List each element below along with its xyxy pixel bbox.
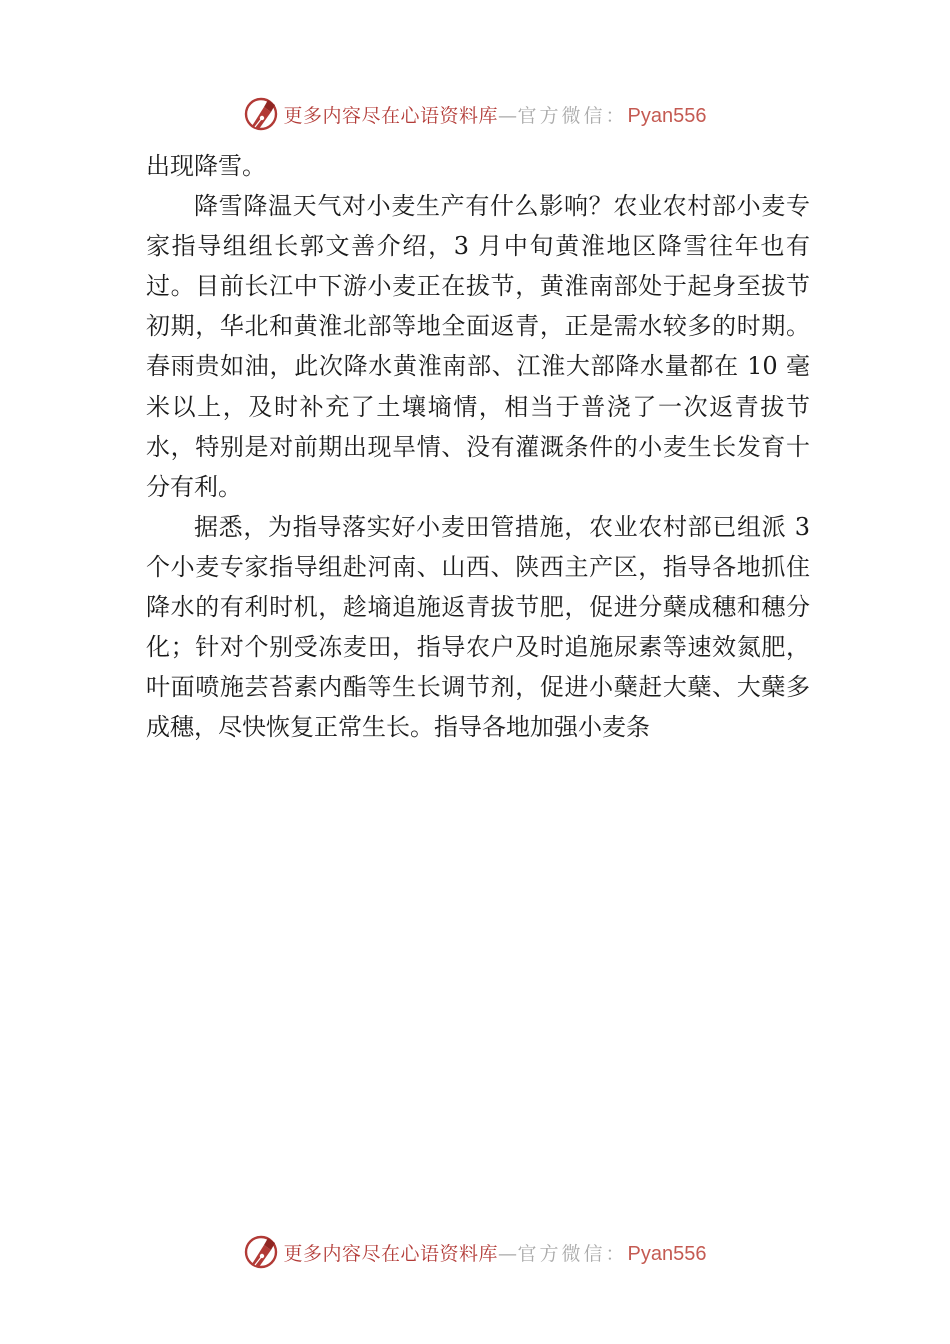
- pen-nib-logo-icon: [244, 96, 280, 132]
- paragraph-snow-impact: 降雪降温天气对小麦生产有什么影响？农业农村部小麦专家指导组组长郭文善介绍，3 月中旬黄淮地区降雪往年也有过。目前长江中下游小麦正在拔节，黄淮南部处于起身至拔节初期，华北和黄淮北部等地全面返青，正是需水较多的时期。春雨贵如油，此次降水黄淮南部、江淮大部降水量都在 10 毫米以上，及时补充了土壤墒情，相当于普浇了一次返青拔节水，特别是对前期出现旱情、没有灌溉条件的小麦生长发育十分有利。: [146, 192, 810, 501]
- paragraph-expert-guidance: 据悉，为指导落实好小麦田管措施，农业农村部已组派 3 个小麦专家指导组赴河南、山西、陕西主产区，指导各地抓住降水的有利时机，趁墒追施返青拔节肥，促进分蘖成穗和穗分化；针对个别受冻麦田，指导农户及时追施尿素等速效氮肥，叶面喷施芸苔素内酯等生长调节剂，促进小蘖赶大蘖、大蘖多成穗，尽快恢复正常生长。指导各地加强小麦条: [146, 512, 810, 742]
- header-banner-title: 更多内容尽在心语资料库: [283, 104, 499, 127]
- header-banner-separator: —: [498, 104, 518, 127]
- footer-banner-separator: —: [498, 1242, 518, 1265]
- header-banner-text: [284, 101, 707, 128]
- footer-banner-title: 更多内容尽在心语资料库: [283, 1242, 499, 1265]
- footer-wechat-id: Pyan556: [627, 1242, 707, 1265]
- document-body: [146, 146, 810, 747]
- header-banner: [0, 94, 950, 134]
- footer-banner-text: [284, 1239, 707, 1266]
- footer-banner-label: 官方微信：: [517, 1242, 628, 1265]
- header-wechat-id: Pyan556: [627, 104, 707, 127]
- pen-nib-logo-icon: [244, 1234, 280, 1270]
- paragraph-continuation: 出现降雪。: [146, 152, 266, 180]
- footer-banner: [0, 1232, 950, 1272]
- header-banner-label: 官方微信：: [517, 104, 628, 127]
